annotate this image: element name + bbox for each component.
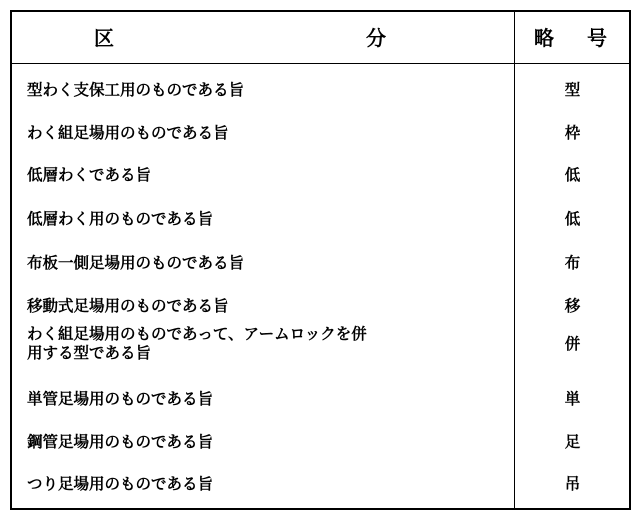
row-description-line: 単管足場用のものである旨 [27,389,214,408]
row-description [27,325,497,363]
header-abbr-char-1: 略 [534,26,554,50]
row-description [27,210,497,229]
row-description-line: わく組足場用のものであって、アームロックを併 [27,325,367,343]
row-abbreviation: 枠 [564,123,581,142]
row-abbreviation: 型 [564,80,581,99]
row-description-line: 鋼管足場用のものである旨 [27,432,214,451]
row-description [27,433,497,452]
row-abbreviation: 単 [564,389,581,408]
row-description-line: 型わく支保工用のものである旨 [27,80,245,99]
table-header [12,12,629,64]
row-abbreviation: 足 [564,432,581,451]
classification-table [10,10,631,510]
row-description-line: つり足場用のものである旨 [27,474,214,493]
row-description-line: わく組足場用のものである旨 [27,123,229,142]
row-abbreviation: 布 [564,253,581,272]
row-description [27,81,497,100]
row-abbreviation: 低 [564,165,581,184]
row-description [27,124,497,143]
row-description [27,166,497,185]
row-description-line: 用する型である旨 [27,344,152,362]
row-abbreviation: 低 [564,209,581,228]
row-description [27,475,497,494]
row-description [27,390,497,409]
row-description [27,254,497,273]
row-abbreviation: 吊 [564,474,581,493]
header-abbr-char-2: 号 [587,26,607,50]
row-description-line: 布板一側足場用のものである旨 [27,253,245,272]
header-category-char-1: 区 [94,26,114,50]
row-abbreviation: 併 [564,334,581,353]
row-description-line: 移動式足場用のものである旨 [27,296,229,315]
row-description [27,297,497,316]
header-category-char-2: 分 [366,26,386,50]
row-description-line: 低層わく用のものである旨 [27,209,214,228]
row-description-line: 低層わくである旨 [27,165,152,184]
row-abbreviation: 移 [564,296,581,315]
